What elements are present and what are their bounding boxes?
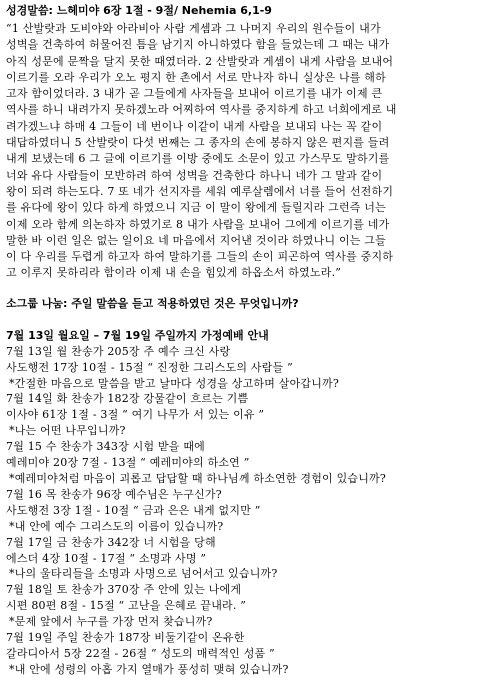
passage-line: 아직 성문에 문짝을 달지 못한 때였더라. 2 산발랏과 게셈이 내게 사람을 보내어 [6, 54, 394, 68]
passage-line: 이제 오라 함께 의논하자 하였기로 8 내가 사람을 보내어 그에게 이르기를 네가 [6, 217, 390, 231]
schedule-note: *예레미야처럼 마음이 괴롭고 답답할 때 하나님께 하소연한 경험이 있습니까? [9, 472, 386, 485]
schedule-note: *나의 울타리들을 소명과 사명으로 넘어서고 있습니까? [9, 567, 278, 581]
worship-schedule [6, 344, 481, 678]
scripture-title: 성경말씀: 느헤미야 6장 1절 - 9절/ Nehemia 6,1-9 [6, 4, 272, 17]
passage-line: “1 산발랏과 도비야와 아라비아 사람 게셈과 그 나머지 우리의 원수들이 내가 [6, 22, 381, 35]
schedule-note: *간절한 마음으로 말씀을 받고 날마다 성경을 상고하며 살아갑니까? [9, 376, 339, 390]
schedule-line: 7월 17일 금 찬송가 342장 너 시험을 당해 [6, 535, 216, 549]
schedule-note: *나는 어떤 나무입니까? [9, 424, 126, 438]
schedule-line: 7월 13일 월 찬송가 205장 주 예수 크신 사랑 [6, 344, 231, 358]
schedule-line: 이사야 61장 1절 - 3절 “ 여기 나무가 서 있는 이유 ” [6, 408, 265, 422]
schedule-line: 에스더 4장 10절 - 17절 “ 소명과 사명 ” [6, 551, 207, 565]
schedule-note: *내 안에 예수 그리스도의 이름이 있습니까? [9, 519, 224, 533]
schedule-note: *문제 앞에서 누구를 가장 먼저 찾습니까? [9, 615, 213, 629]
passage-line: 이 다 우리를 두렵게 하고자 하여 말하기를 그들의 손이 피곤하여 역사를 중지하 [6, 250, 394, 264]
passage-line: 내게 보냈는데 6 그 글에 이르기를 이방 중에도 소문이 있고 가스무도 말하기를 [6, 152, 390, 166]
passage-line: 왕이 되려 하는도다. 7 또 네가 선지자를 세워 예루살렘에서 너를 들어 선전하기 [6, 184, 394, 198]
passage-line: 를 유다에 왕이 있다 하게 하였으니 지금 이 말이 왕에게 들릴지라 그런즉 너는 [6, 201, 386, 215]
passage-line: 려가겠느냐 하매 4 그들이 네 번이나 이같이 내게 사람을 보내되 나는 꼭 같이 [6, 119, 383, 133]
schedule-line: 7월 16 목 찬송가 96장 예수님은 누구신가? [6, 487, 222, 501]
schedule-line: 갈라디아서 5장 22절 - 26절 “ 성도의 매력적인 성품 ” [6, 646, 275, 660]
schedule-line: 7월 18일 토 찬송가 370장 주 안에 있는 나에게 [6, 583, 242, 597]
passage-line: 성벽을 건축하여 허물어진 틈을 남기지 아니하였다 함을 들었는데 그 때는 내가 [6, 38, 390, 52]
schedule-line: 7월 19일 주일 찬송가 187장 비둘기같이 온유한 [6, 631, 245, 645]
schedule-line: 사도행전 17장 10절 - 15절 “ 진정한 그리스도의 사람들 ” [6, 360, 293, 374]
passage-line: 대답하였더니 5 산발랏이 다섯 번째는 그 종자의 손에 봉하지 않은 편지를 들려 [6, 136, 390, 150]
schedule-line: 예레미야 20장 7절 - 13절 “ 예레미야의 하소연 ” [6, 456, 250, 470]
passage-line: 고자 함이었더라. 3 내가 곧 그들에게 사자들을 보내어 이르기를 내가 이제 큰 [6, 87, 383, 101]
small-group-question: 소그룹 나눔: 주일 말씀을 듣고 적용하였던 것은 무엇입니까? [6, 296, 299, 310]
passage-line: 말한 바 이런 일은 없는 일이요 네 마음에서 지어낸 것이라 하였나니 이는 그들 [6, 233, 386, 247]
schedule-line: 시편 80편 8절 - 15절 “ 고난을 은혜로 끝내라. ” [6, 599, 247, 613]
passage-line: 너와 유다 사람들이 모반하려 하여 성벽을 건축한다 하나니 네가 그 말과 같이 [6, 168, 383, 182]
schedule-line: 7월 15 수 찬송가 343장 시험 받을 때에 [6, 440, 205, 454]
schedule-title: 7월 13일 월요일 – 7월 19일 주일까지 가정예배 안내 [6, 328, 269, 342]
schedule-line: 7월 14일 화 찬송가 182장 강물같이 흐르는 기쁨 [6, 392, 249, 406]
schedule-line: 사도행전 3장 1절 - 10절 “ 금과 은은 내게 없지만 ” [6, 503, 261, 517]
passage-line: 고 이루지 못하리라 함이라 이제 내 손을 힘있게 하옵소서 하였노라.” [6, 266, 342, 280]
scripture-passage [6, 21, 481, 282]
passage-line: 이르기를 오라 우리가 오노 평지 한 촌에서 서로 만나자 하니 실상은 나를 해하 [6, 70, 386, 84]
schedule-note: *내 안에 성령의 아홉 가지 열매가 풍성히 맺혀 있습니까? [9, 662, 289, 676]
passage-line: 역사를 하니 내려가지 못하겠노라 어찌하여 역사를 중지하게 하고 너희에게로 내 [6, 103, 397, 117]
